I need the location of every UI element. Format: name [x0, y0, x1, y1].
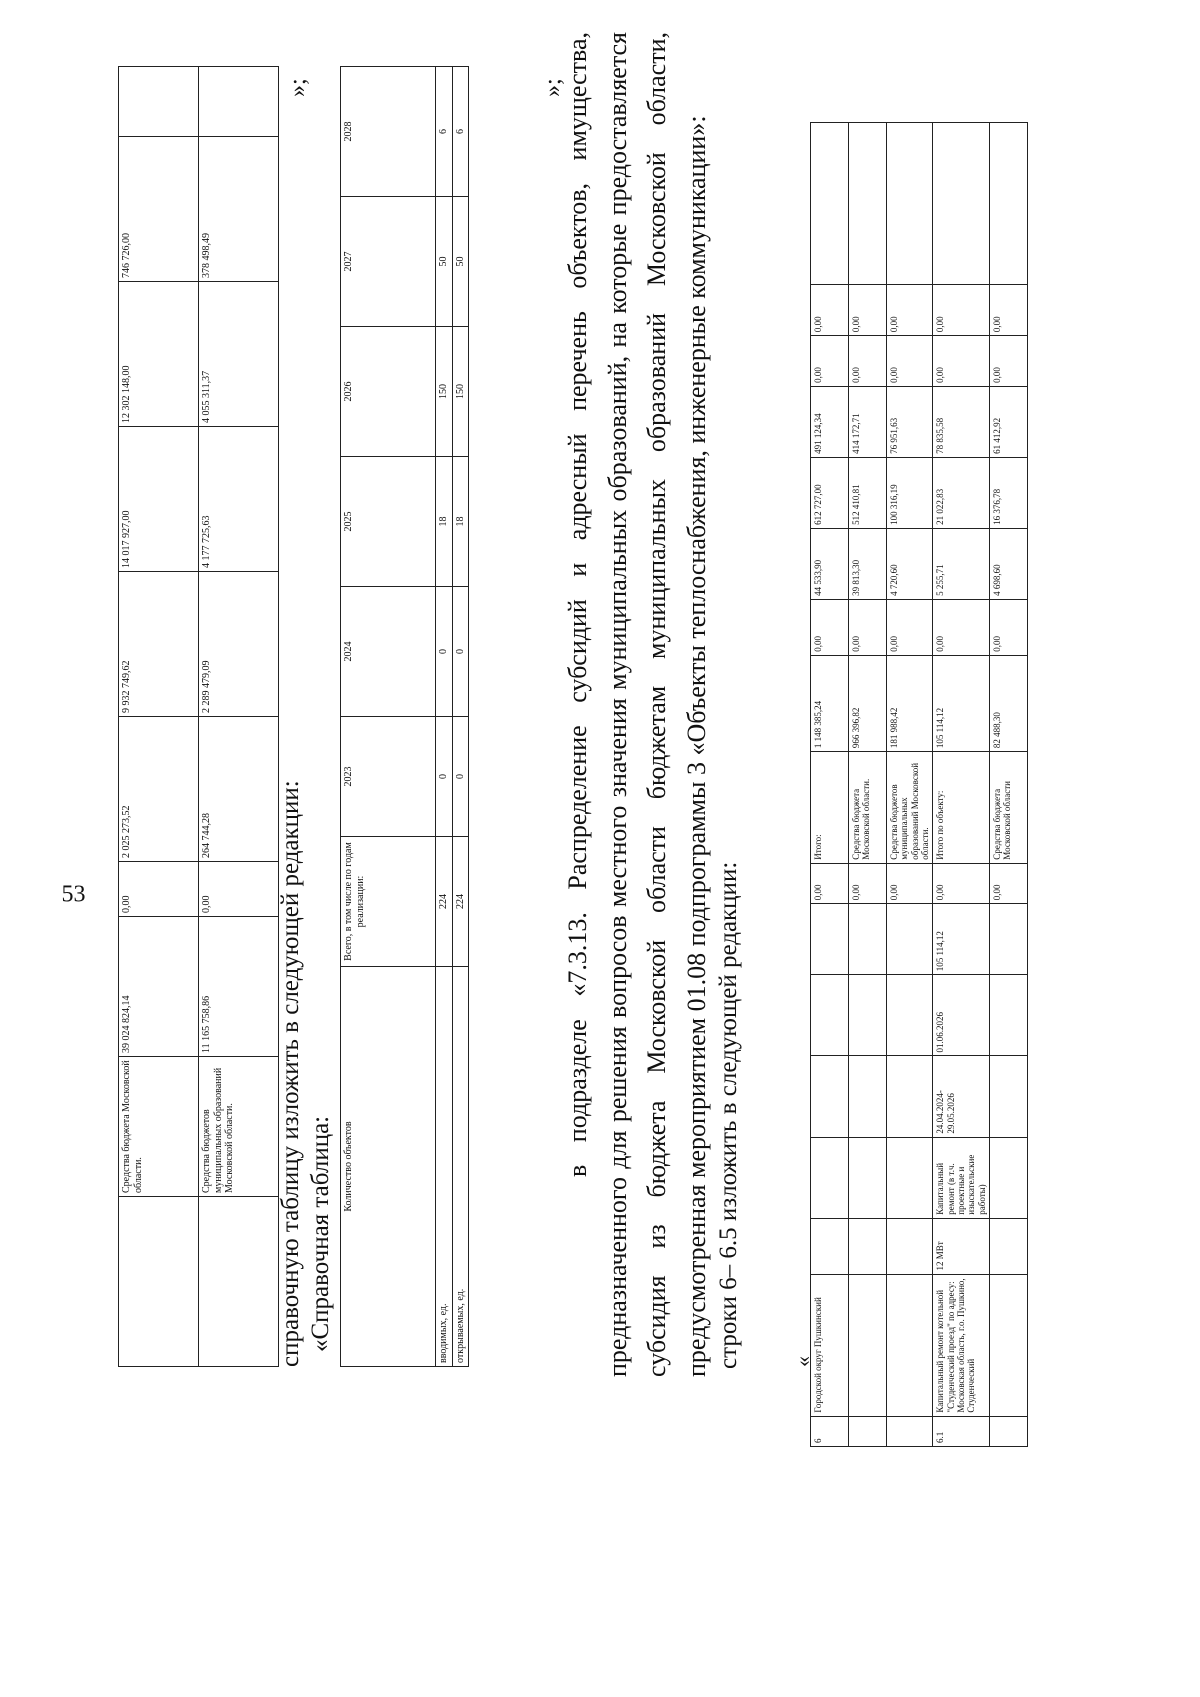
subsidy-rows-body [811, 123, 1028, 1447]
table-cell: Итого: [811, 752, 849, 864]
table-cell: 0,00 [849, 285, 887, 336]
table-cell [811, 1218, 849, 1274]
table-cell: Капитальный ремонт (в т.ч. проектные и изыскательские работы) [933, 1137, 990, 1218]
table-cell [887, 1056, 933, 1137]
table-cell: Средства бюджета Московской области. [849, 752, 887, 864]
table-cell: Городской округ Пушкинский [811, 1274, 849, 1416]
table-cell: 0,00 [887, 336, 933, 387]
table-cell: 414 172,71 [849, 386, 887, 457]
table-cell: 9 932 749,62 [119, 572, 199, 717]
table-cell [990, 1056, 1028, 1137]
table-cell: Средства бюджета Московской области [990, 752, 1028, 864]
table-cell: 50 [452, 197, 469, 327]
table-cell: 0,00 [933, 285, 990, 336]
table-cell [849, 1056, 887, 1137]
column-header: Количество объектов [341, 967, 436, 1367]
table-cell: вводимых, ед. [436, 967, 453, 1367]
top-financing-table [118, 66, 279, 1367]
table-cell: 0,00 [811, 599, 849, 655]
section-paragraph [558, 32, 716, 1377]
table-row [990, 123, 1028, 1447]
table-cell [199, 1197, 279, 1367]
closing-quote: »; [285, 78, 311, 97]
table-row [849, 123, 887, 1447]
table-cell [887, 975, 933, 1056]
table-cell: 181 988,42 [887, 655, 933, 751]
table-cell [811, 1137, 849, 1218]
table-cell: 6.1 [933, 1416, 990, 1446]
table-cell [887, 1274, 933, 1416]
column-header: 2028 [341, 67, 436, 197]
table-cell: 0,00 [990, 599, 1028, 655]
table-cell: 2 289 479,09 [199, 572, 279, 717]
table-cell [990, 1274, 1028, 1416]
top-table-body [119, 67, 279, 1367]
table-cell: 39 813,30 [849, 528, 887, 599]
table-cell [990, 904, 1028, 975]
table-cell: 966 396,82 [849, 655, 887, 751]
table-cell [811, 1056, 849, 1137]
table-cell: 0,00 [990, 336, 1028, 387]
table-row [119, 67, 199, 1367]
table-cell: 150 [452, 327, 469, 457]
rows-intro-text: строки 6– 6.5 изложить в следующей редакции: [715, 861, 742, 1369]
table-cell [887, 1218, 933, 1274]
table-cell: 105 114,12 [933, 904, 990, 975]
table-row [887, 123, 933, 1447]
table-cell: 264 744,28 [199, 717, 279, 862]
table-cell: Итого по объекту: [933, 752, 990, 864]
table-cell: 378 498,49 [199, 137, 279, 282]
table-cell: 6 [811, 1416, 849, 1446]
table-cell: 4 698,60 [990, 528, 1028, 599]
table-cell: 21 022,83 [933, 457, 990, 528]
table-cell: 11 165 758,86 [199, 917, 279, 1057]
opening-quote: « [790, 1356, 815, 1367]
table-cell: 0,00 [119, 862, 199, 917]
table-cell [933, 123, 990, 285]
table-cell: 0,00 [849, 599, 887, 655]
reference-table-body [436, 67, 469, 1367]
table-cell: 4 055 311,37 [199, 282, 279, 427]
table-cell: 0,00 [199, 862, 279, 917]
table-cell [849, 1137, 887, 1218]
table-cell: 01.06.2026 [933, 975, 990, 1056]
table-cell: 76 951,63 [887, 386, 933, 457]
table-cell: 4 177 725,63 [199, 427, 279, 572]
column-header: 2024 [341, 587, 436, 717]
table-cell: 0 [436, 717, 453, 837]
table-cell [849, 123, 887, 285]
table-cell: 6 [452, 67, 469, 197]
table-cell [887, 904, 933, 975]
reference-table [340, 66, 469, 1367]
table-cell: 14 017 927,00 [119, 427, 199, 572]
table-cell [849, 1416, 887, 1446]
table-cell [849, 904, 887, 975]
paragraph-text: в подразделе «7.3.13. Распределение субсидий и адресный перечень объектов, имущества, предназначенного для решения вопросов местного значения муниципальных образований, на которые предоставляется субсидия из бюджета Московской области бюджетам муниципальных образований Московской области, предусмотренная мероприятием 01.08 подпрограммы 3 «Объекты теплоснабжения, инженерные коммуникации»: [563, 32, 711, 1377]
table-cell: 6 [436, 67, 453, 197]
page-number: 53 [61, 881, 86, 908]
table-cell: 0,00 [811, 285, 849, 336]
table-cell: Средства бюджетов муниципальных образований Московской области. [199, 1057, 279, 1197]
table-cell: 82 488,30 [990, 655, 1028, 751]
table-row [452, 67, 469, 1367]
table-cell [849, 1218, 887, 1274]
table-cell: 0,00 [933, 599, 990, 655]
intro-text: справочную таблицу изложить в следующей редакции: [277, 780, 304, 1367]
table-cell [990, 1218, 1028, 1274]
table-cell [887, 123, 933, 285]
table-cell [119, 67, 199, 137]
table-cell: 78 835,58 [933, 386, 990, 457]
table-cell: 0,00 [887, 863, 933, 904]
table-cell: 224 [436, 837, 453, 967]
table-cell [811, 123, 849, 285]
table-cell: 224 [452, 837, 469, 967]
reference-table-header [341, 67, 436, 1367]
table-cell [990, 1416, 1028, 1446]
table-cell: 2 025 273,52 [119, 717, 199, 862]
table-row [436, 67, 453, 1367]
table-cell: 18 [436, 457, 453, 587]
table-cell: 0,00 [933, 336, 990, 387]
table-cell: 150 [436, 327, 453, 457]
reference-table-caption: «Справочная таблица: [307, 1115, 334, 1352]
table-cell: 491 124,34 [811, 386, 849, 457]
table-cell: 100 316,19 [887, 457, 933, 528]
table-cell: 24.04.2024-29.05.2026 [933, 1056, 990, 1137]
table-cell [811, 904, 849, 975]
table-cell: 1 148 385,24 [811, 655, 849, 751]
table-cell: 0,00 [887, 599, 933, 655]
table-cell: 18 [452, 457, 469, 587]
table-cell: 39 024 824,14 [119, 917, 199, 1057]
table-cell: 0,00 [990, 285, 1028, 336]
table-cell [849, 1274, 887, 1416]
closing-quote: »; [540, 78, 566, 97]
table-cell: 0,00 [849, 863, 887, 904]
table-cell: 0,00 [811, 863, 849, 904]
subsidy-rows-table [810, 122, 1028, 1447]
table-cell: 105 114,12 [933, 655, 990, 751]
table-cell [811, 975, 849, 1056]
table-cell: Средства бюджетов муниципальных образований Московской области. [887, 752, 933, 864]
table-cell: 0 [452, 587, 469, 717]
table-cell: открываемых, ед. [452, 967, 469, 1367]
column-header: 2023 [341, 717, 436, 837]
column-header: 2027 [341, 197, 436, 327]
table-cell: 0,00 [933, 863, 990, 904]
table-cell [990, 1137, 1028, 1218]
table-cell: 12 302 148,00 [119, 282, 199, 427]
column-header: Всего, в том числе по годам реализации: [341, 837, 436, 967]
table-cell [990, 975, 1028, 1056]
table-cell: Капитальный ремонт котельной "Студенческий проезд" по адресу: Московская область, г.о. Пушкино, Студенческий [933, 1274, 990, 1416]
table-cell [887, 1137, 933, 1218]
table-cell: 512 410,81 [849, 457, 887, 528]
table-row [811, 123, 849, 1447]
table-cell: 746 726,00 [119, 137, 199, 282]
table-row [933, 123, 990, 1447]
table-cell [199, 67, 279, 137]
table-cell: 61 412,92 [990, 386, 1028, 457]
table-cell [887, 1416, 933, 1446]
column-header: 2026 [341, 327, 436, 457]
table-cell: 5 255,71 [933, 528, 990, 599]
table-cell: Средства бюджета Московской области. [119, 1057, 199, 1197]
table-cell [119, 1197, 199, 1367]
column-header: 2025 [341, 457, 436, 587]
table-cell: 44 533,90 [811, 528, 849, 599]
table-cell [849, 975, 887, 1056]
table-cell: 0,00 [849, 336, 887, 387]
table-cell: 0,00 [990, 863, 1028, 904]
table-cell: 12 МВт [933, 1218, 990, 1274]
table-cell: 0,00 [811, 336, 849, 387]
table-cell: 612 727,00 [811, 457, 849, 528]
table-row [199, 67, 279, 1367]
table-cell: 50 [436, 197, 453, 327]
table-cell: 4 720,60 [887, 528, 933, 599]
table-cell [990, 123, 1028, 285]
table-cell: 0 [452, 717, 469, 837]
table-cell: 0,00 [887, 285, 933, 336]
table-cell: 0 [436, 587, 453, 717]
table-cell: 16 376,78 [990, 457, 1028, 528]
